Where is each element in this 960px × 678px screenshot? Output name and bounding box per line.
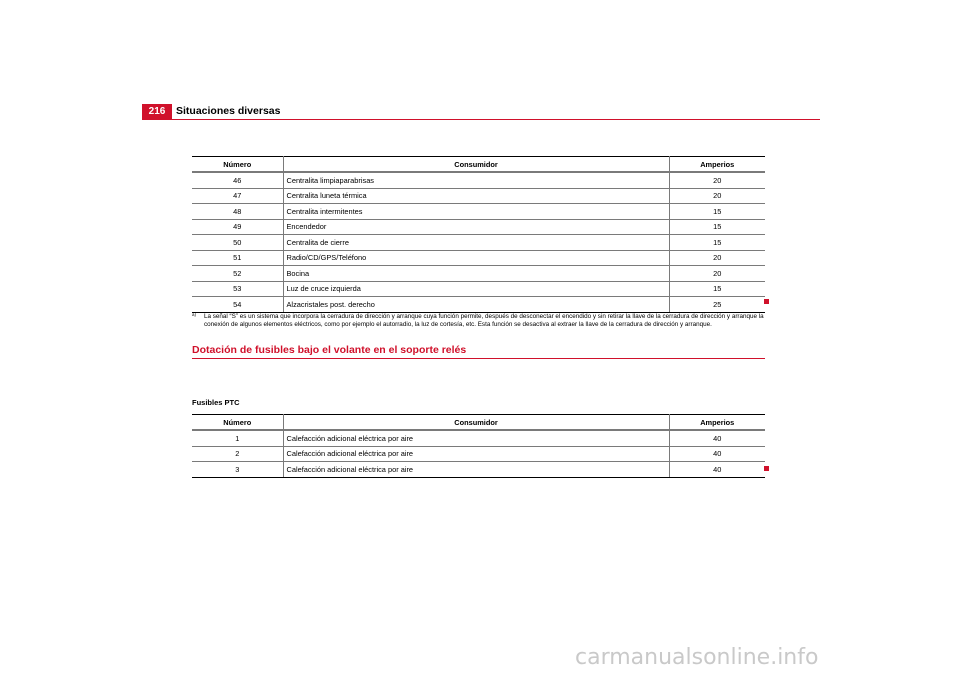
fuse-number: 2 [192,446,283,462]
table-row [192,446,765,462]
fuse-consumer: Centralita luneta térmica [283,188,669,204]
fuse-consumer: Alzacristales post. derecho [283,297,669,313]
fuse-amps: 20 [669,172,765,188]
fuse-number: 48 [192,204,283,220]
table-row [192,250,765,266]
fuse-amps: 20 [669,250,765,266]
column-header-consumer: Consumidor [283,415,669,431]
fuse-number: 53 [192,281,283,297]
fuse-amps: 25 [669,297,765,313]
footnote [192,313,765,329]
fuse-amps: 15 [669,204,765,220]
fuse-amps: 40 [669,462,765,478]
header-divider [142,119,820,120]
fuse-number: 46 [192,172,283,188]
table-row [192,297,765,313]
table-row [192,430,765,446]
fuse-number: 49 [192,219,283,235]
fuse-consumer: Calefacción adicional eléctrica por aire [283,430,669,446]
fuse-consumer: Centralita de cierre [283,235,669,251]
watermark: carmanualsonline.info [575,645,819,670]
footnote-text: La señal “S” es un sistema que incorpora la cerradura de dirección y arranque cuya función permite, después de desconectar el encendido y sin retirar la llave de la cerradura de dirección y arranque la conexión de algunos elementos eléctricos, como por ejemplo el autorradio, la luz de cortesía, etc. Esta función se desactiva al extraer la llave de la cerradura de dirección y arranque. [204,313,764,329]
fuse-amps: 20 [669,188,765,204]
column-header-amps: Amperios [669,415,765,431]
page-header [142,104,820,119]
fuse-amps: 15 [669,235,765,251]
section-heading: Dotación de fusibles bajo el volante en el soporte relés [192,344,467,356]
section-heading-divider [192,358,765,359]
table-row [192,266,765,282]
fuse-amps: 15 [669,281,765,297]
fuse-number: 54 [192,297,283,313]
table-row [192,204,765,220]
fuse-number: 52 [192,266,283,282]
fuse-amps: 15 [669,219,765,235]
fuse-consumer: Centralita limpiaparabrisas [283,172,669,188]
column-header-number: Número [192,157,283,173]
fuse-consumer: Radio/CD/GPS/Teléfono [283,250,669,266]
fuse-number: 1 [192,430,283,446]
section-title: Situaciones diversas [176,105,281,117]
fuse-amps: 20 [669,266,765,282]
fuse-consumer: Luz de cruce izquierda [283,281,669,297]
fuse-consumer: Centralita intermitentes [283,204,669,220]
table-row [192,462,765,478]
end-of-section-marker [764,299,769,304]
fuse-consumer: Encendedor [283,219,669,235]
column-header-consumer: Consumidor [283,157,669,173]
table-row [192,281,765,297]
fuse-number: 47 [192,188,283,204]
fuse-table-ptc [192,414,765,478]
subsection-heading: Fusibles PTC [192,398,240,407]
column-header-number: Número [192,415,283,431]
fuse-number: 51 [192,250,283,266]
fuse-consumer: Calefacción adicional eléctrica por aire [283,462,669,478]
fuse-consumer: Calefacción adicional eléctrica por aire [283,446,669,462]
fuse-consumer: Bocina [283,266,669,282]
column-header-amps: Amperios [669,157,765,173]
fuse-table-main [192,156,765,313]
fuse-amps: 40 [669,446,765,462]
table-row [192,235,765,251]
end-of-section-marker [764,466,769,471]
table-row [192,172,765,188]
page-number: 216 [142,104,172,119]
fuse-amps: 40 [669,430,765,446]
table-row [192,188,765,204]
fuse-number: 3 [192,462,283,478]
fuse-number: 50 [192,235,283,251]
table-row [192,219,765,235]
footnote-marker: a) [192,312,197,317]
